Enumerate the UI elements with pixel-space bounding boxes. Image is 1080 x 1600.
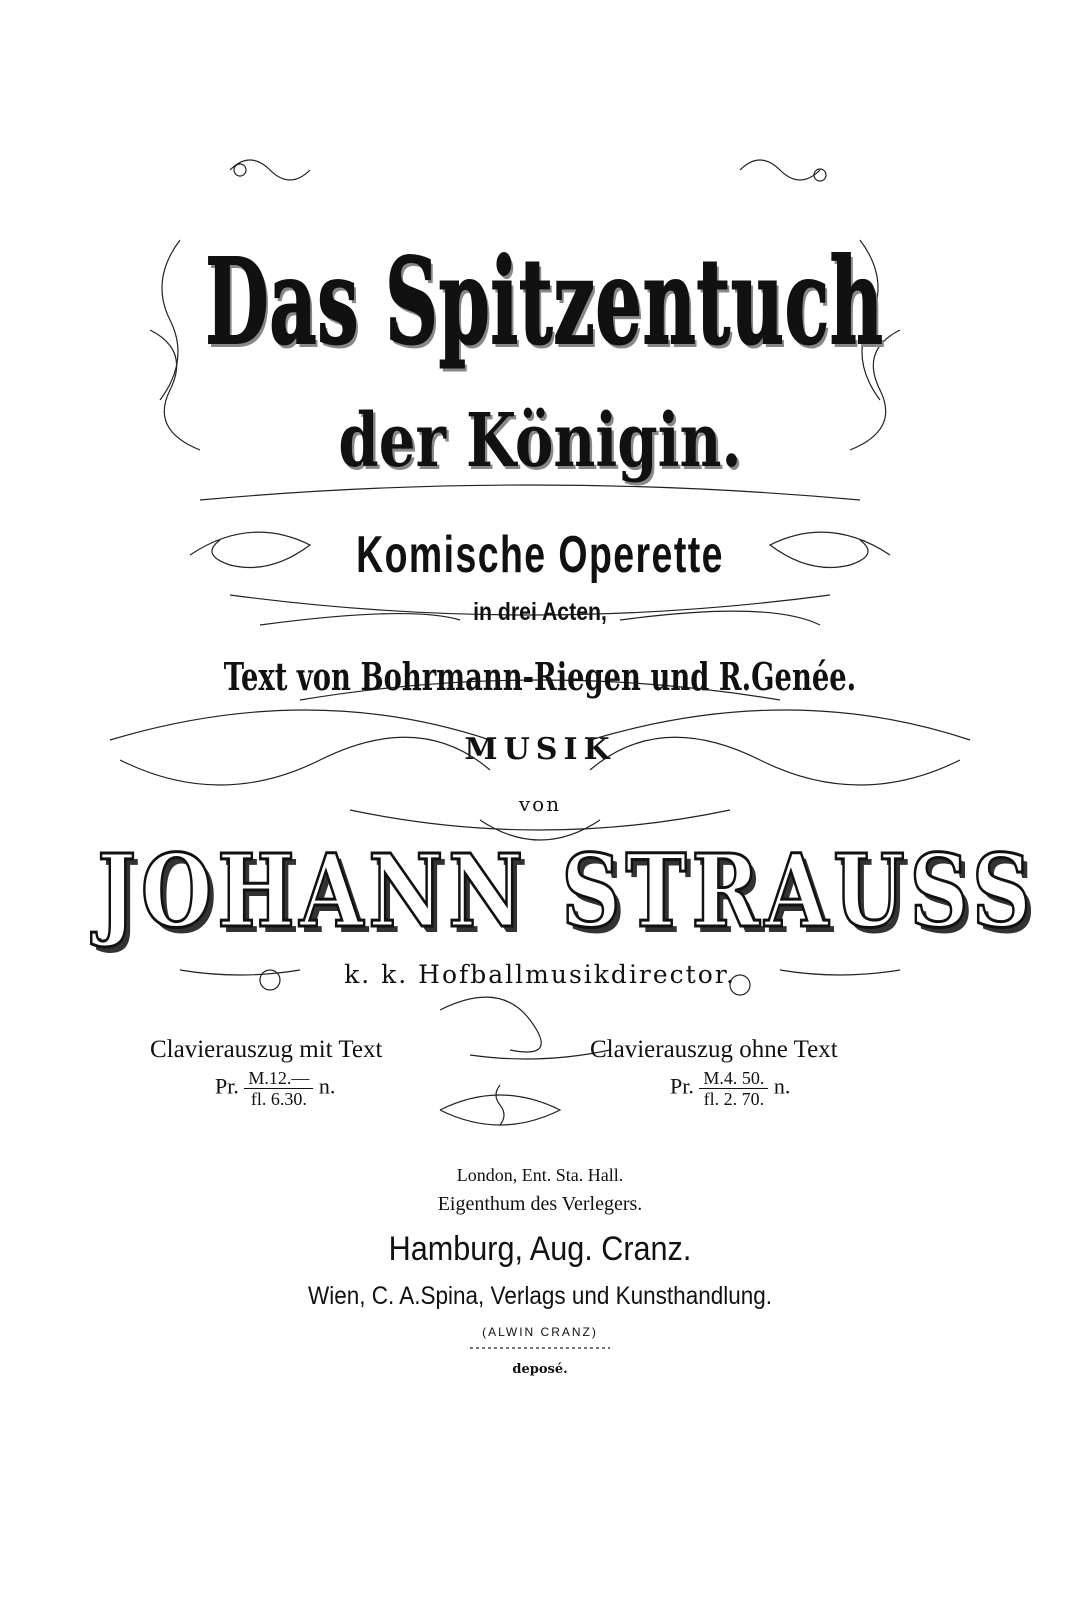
price-left bbox=[215, 1068, 335, 1109]
acts: in drei Acten, bbox=[473, 598, 607, 626]
price-left-fraction bbox=[244, 1068, 313, 1109]
price-left-denominator: fl. 6.30. bbox=[250, 1089, 307, 1109]
title-line-1: Das Spitzentuch bbox=[205, 232, 884, 371]
by-label: von bbox=[518, 792, 562, 816]
price-right bbox=[670, 1068, 790, 1109]
price-right-fraction bbox=[699, 1068, 768, 1109]
title-line-2: der Königin. bbox=[338, 398, 742, 484]
price-left-label: Clavierauszug mit Text bbox=[150, 1036, 383, 1063]
price-left-prefix: Pr. bbox=[215, 1073, 239, 1099]
price-right-prefix: Pr. bbox=[670, 1073, 694, 1099]
composer-name: JOHANN STRAUSS bbox=[97, 832, 1037, 950]
ornament-center bbox=[440, 1095, 560, 1125]
vienna-publisher: Wien, C. A.Spina, Verlags und Kunsthandlung. bbox=[307, 1282, 773, 1310]
publisher: Hamburg, Aug. Cranz. bbox=[388, 1230, 692, 1268]
price-right-suffix: n. bbox=[773, 1073, 791, 1099]
price-right-denominator: fl. 2. 70. bbox=[703, 1089, 765, 1109]
alwin-cranz: (ALWIN CRANZ) bbox=[482, 1325, 598, 1339]
price-left-numerator: M.12.— bbox=[244, 1068, 313, 1089]
price-left-suffix: n. bbox=[318, 1073, 336, 1099]
london-registration: London, Ent. Sta. Hall. bbox=[456, 1165, 624, 1185]
genre: Komische Operette bbox=[356, 526, 724, 584]
depose: deposé. bbox=[512, 1362, 568, 1377]
text-credit: Text von Bohrmann-Riegen und R.Genée. bbox=[223, 654, 857, 699]
music-label: MUSIK bbox=[464, 732, 616, 767]
flourish-left-top bbox=[160, 240, 180, 400]
price-right-label: Clavierauszug ohne Text bbox=[590, 1036, 838, 1063]
composer-title: k. k. Hofballmusikdirector. bbox=[344, 960, 736, 989]
price-right-numerator: M.4. 50. bbox=[699, 1068, 768, 1089]
property-notice: Eigenthum des Verlegers. bbox=[437, 1193, 643, 1215]
